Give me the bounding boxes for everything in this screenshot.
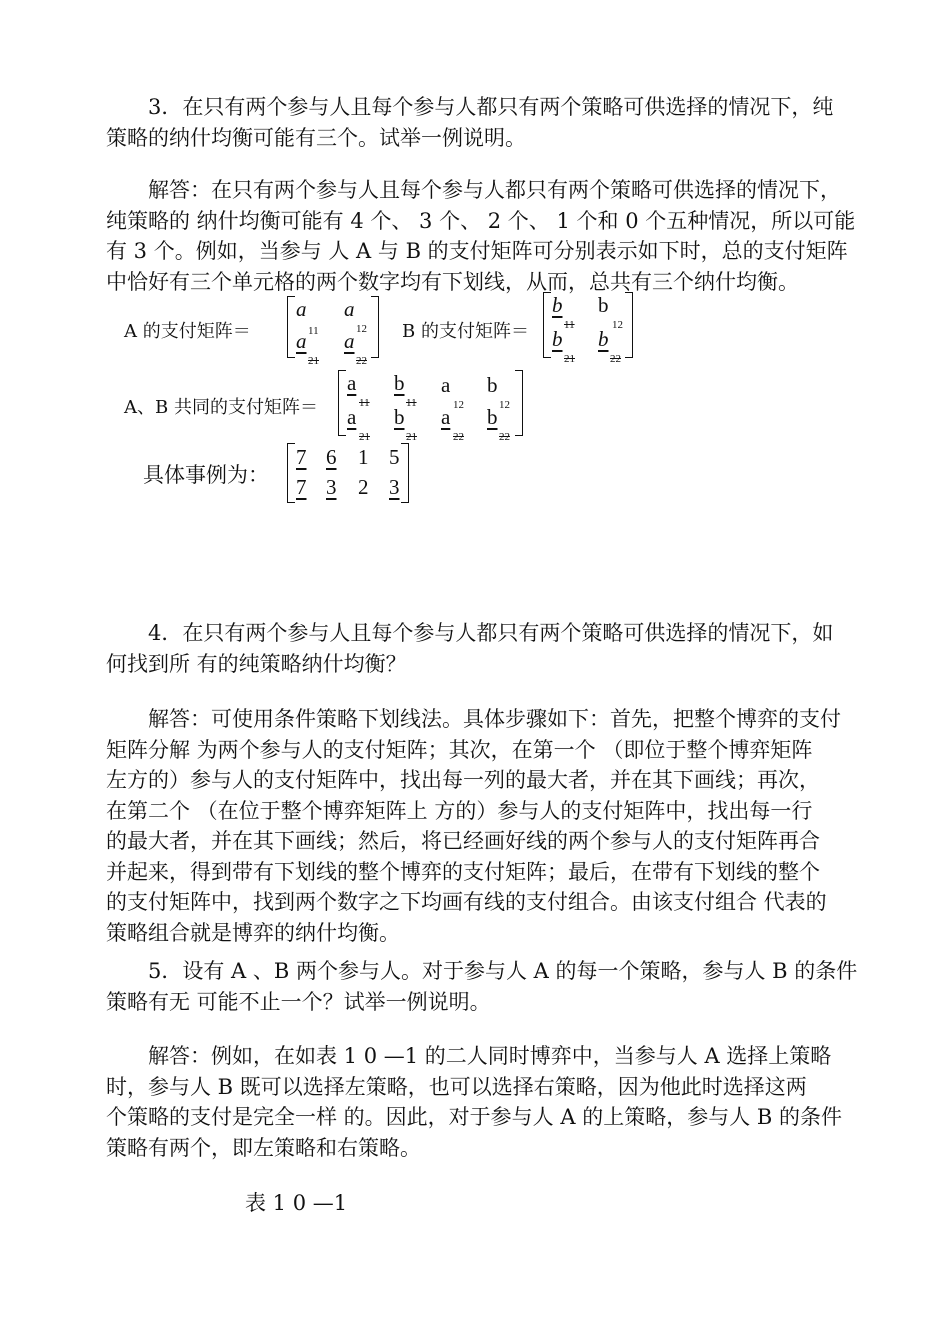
q5-question — [106, 956, 858, 1017]
q4-answer-line: 并起来，得到带有下划线的整个博弈的支付矩阵；最后，在带有下划线的整个 — [106, 859, 820, 884]
q5-answer-line: 解答：例如，在如表 1 0 —1 的二人同时博弈中，当参与人 A 选择上策略 — [148, 1044, 832, 1068]
q4-question-line: 何找到所 有的纯策略纳什均衡？ — [106, 651, 407, 676]
q4-answer-line: 在第二个 （在位于整个博弈矩阵上 方的）参与人的支付矩阵中，找出每一行 — [106, 798, 813, 823]
example-r2c4: 3 — [389, 475, 400, 499]
example-r2c3: 2 — [358, 475, 369, 499]
matrix-ab-r2c2: b 21 — [394, 405, 417, 443]
q5-answer-line: 时，参与人 B 既可以选择左策略，也可以选择右策略，因为他此时选择这两 — [106, 1074, 807, 1099]
example-r1c2: 6 — [326, 445, 337, 469]
matrix-b — [543, 292, 633, 365]
example-r2c1: 7 — [296, 475, 307, 499]
matrix-b-r2c1: b 21 — [552, 327, 575, 365]
label-a-matrix: A 的支付矩阵＝ — [124, 321, 251, 342]
q3-answer-line: 中恰好有三个单元格的两个数字均有下划线，从而，总共有三个纳什均衡。 — [106, 269, 799, 294]
q5-answer-line: 策略有两个，即左策略和右策略。 — [106, 1135, 421, 1160]
q4-answer-line: 的支付矩阵中，找到两个数字之下均画有线的支付组合。由该支付组合 代表的 — [106, 890, 827, 914]
matrix-ab-r2c4: b 22 — [487, 405, 510, 443]
q3-answer — [106, 175, 858, 297]
q5-question-line: 策略有无 可能不止一个？试举一例说明。 — [106, 989, 491, 1014]
q4-question — [106, 618, 858, 679]
q4-answer-line: 策略组合就是博弈的纳什均衡。 — [106, 920, 400, 945]
q4-answer-line: 左方的）参与人的支付矩阵中，找出每一列的最大者，并在其下画线；再次， — [106, 768, 820, 792]
q5-answer-line: 个策略的支付是完全一样 的。因此，对于参与人 A 的上策略，参与人 B 的条件 — [106, 1105, 842, 1129]
matrix-ab — [338, 370, 523, 443]
example-r2c2: 3 — [326, 475, 337, 499]
matrix-b-r1c2: b 12 — [598, 293, 623, 331]
matrix-example — [287, 443, 409, 503]
table-caption: 表 1 0 —1 — [245, 1191, 348, 1215]
q4-answer — [106, 704, 858, 948]
matrix-ab-r1c4: b 12 — [487, 373, 510, 411]
q4-answer-line: 矩阵分解 为两个参与人的支付矩阵；其次，在第一个 （即位于整个博弈矩阵 — [106, 737, 813, 762]
q3-answer-line: 纯策略的 纳什均衡可能有 4 个、 3 个、 2 个、 1 个和 0 个五种情况，所以可能 — [106, 208, 856, 233]
matrix-a-r1c1: a 11 — [296, 297, 319, 337]
q3-question — [106, 92, 858, 153]
matrix-a-r1c2: a 12 — [344, 297, 367, 335]
matrix-ab-r1c1: a 11 — [347, 371, 370, 409]
matrix-ab-r1c2: b 11 — [394, 371, 417, 409]
matrix-ab-r1c3: a 12 — [441, 373, 464, 411]
matrix-b-r2c2: b 22 — [598, 327, 621, 365]
q3-answer-line: 有 3 个。例如，当参与 人 A 与 B 的支付矩阵可分别表示如下时，总的支付矩阵 — [106, 239, 848, 263]
matrix-ab-r2c3: a 22 — [441, 405, 464, 443]
example-r1c4: 5 — [389, 445, 400, 469]
q3-answer-line: 解答：在只有两个参与人且每个参与人都只有两个策略可供选择的情况下， — [148, 178, 841, 202]
label-example: 具体事例为： — [143, 463, 269, 487]
q5-question-line: 5．设有 A 、B 两个参与人。对于参与人 A 的每一个策略，参与人 B 的条件 — [148, 959, 858, 983]
q4-question-line: 4．在只有两个参与人且每个参与人都只有两个策略可供选择的情况下，如 — [148, 621, 834, 645]
matrix-b-r1c1: b 11 — [552, 293, 575, 331]
q3-question-line: 策略的纳什均衡可能有三个。试举一例说明。 — [106, 125, 526, 150]
example-r1c3: 1 — [358, 445, 369, 469]
example-r1c1: 7 — [296, 445, 307, 469]
q4-answer-line: 的最大者，并在其下画线；然后，将已经画好线的两个参与人的支付矩阵再合 — [106, 829, 820, 853]
q4-answer-line: 解答：可使用条件策略下划线法。具体步骤如下：首先，把整个博弈的支付 — [148, 707, 841, 731]
matrix-a — [287, 296, 379, 367]
label-b-matrix: B 的支付矩阵＝ — [402, 321, 529, 342]
q3-question-line: 3．在只有两个参与人且每个参与人都只有两个策略可供选择的情况下，纯 — [148, 95, 834, 119]
matrix-ab-r2c1: a 21 — [347, 405, 370, 443]
matrix-a-r2c1: a 21 — [296, 329, 319, 367]
matrix-a-r2c2: a 22 — [344, 329, 367, 367]
label-ab-matrix: A、B 共同的支付矩阵＝ — [124, 397, 318, 418]
q5-answer — [106, 1041, 858, 1163]
